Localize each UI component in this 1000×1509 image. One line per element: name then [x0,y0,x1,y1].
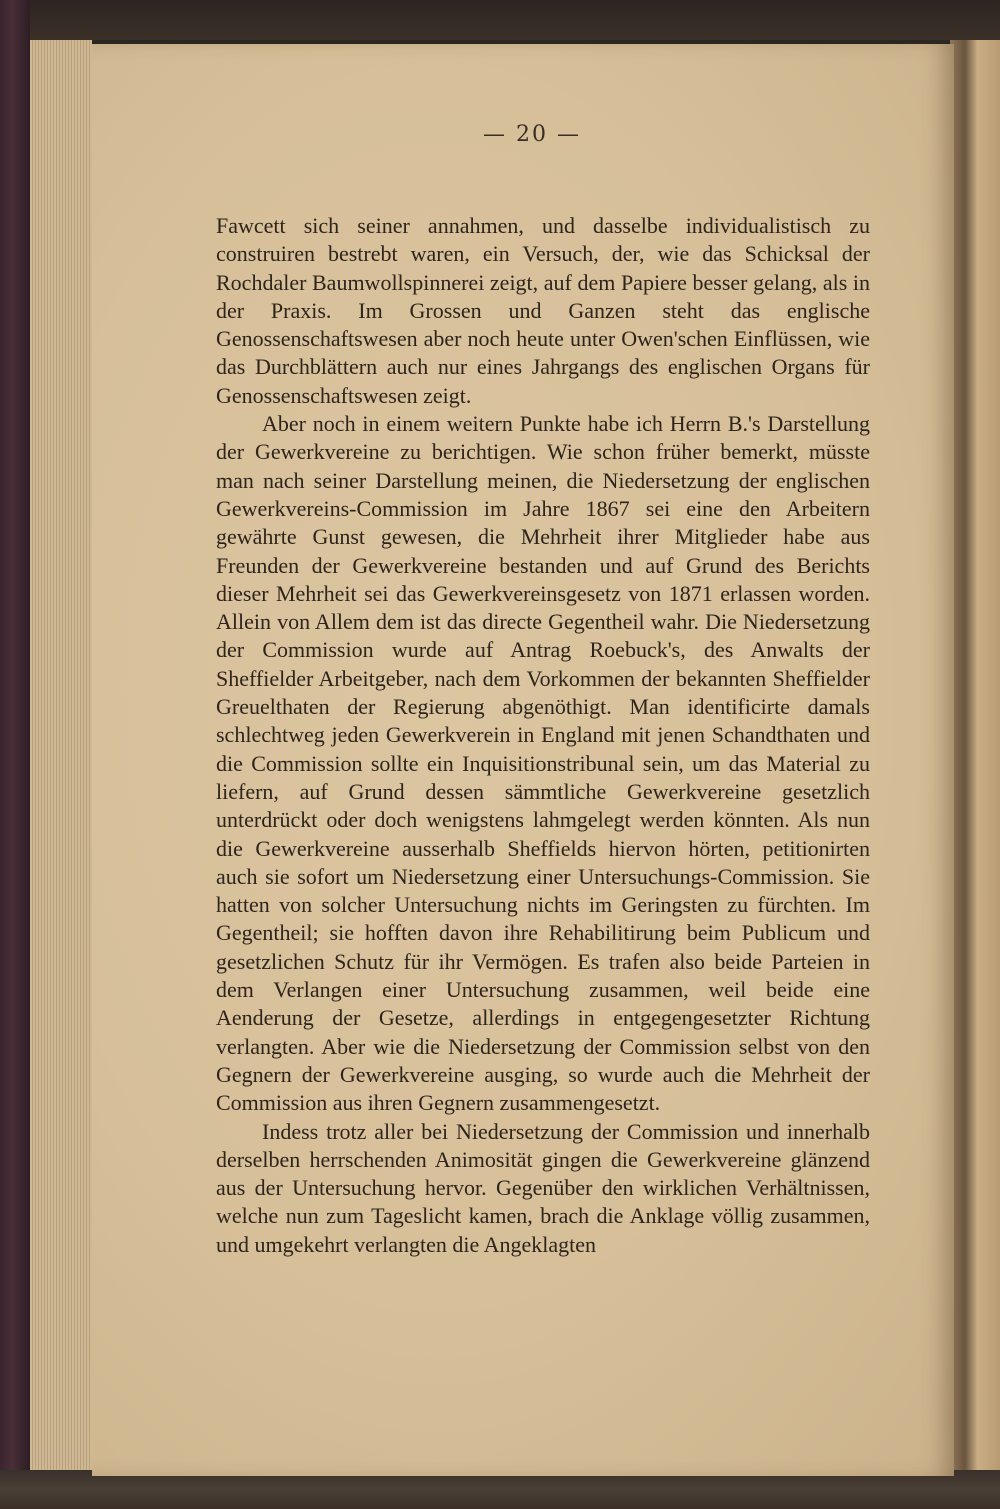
book-gutter [950,40,1000,1480]
book-cover-left [0,0,30,1509]
book-page [92,44,954,1476]
book-cover-top [0,0,1000,40]
paragraph-3: Indess trotz aller bei Niedersetzung der Commission und innerhalb derselben herrschenden Animosität gingen die Gewerkvereine glänzend aus der Untersuchung hervor. Gegenüber den wirklichen Verhältnissen, welche nun zum Tageslicht kamen, brach die Anklage völlig zusammen, und umgekehrt verlangten die Angeklagten [216,1118,870,1257]
paragraph-1: Fawcett sich seiner annahmen, und dasselbe individualistisch zu construiren bestrebt waren, ein Versuch, der, wie das Schicksal der Rochdaler Baumwollspinnerei zeigt, auf dem Papiere besser gelang, als in der Praxis. Im Grossen und Ganzen steht das englische Genossenschaftswesen aber noch heute unter Owen'schen Einflüssen, wie das Durchblättern auch nur eines Jahrgangs des englischen Organs für Genossenschaftswesen zeigt. [216,213,870,408]
paragraph-2: Aber noch in einem weitern Punkte habe ich Herrn B.'s Darstellung der Gewerkvereine zu berichtigen. Wie schon früher bemerkt, müsste man nach seiner Darstellung meinen, die Niedersetzung der englischen Gewerkvereins-Commission im Jahre 1867 sei eine den Arbeitern gewährte Gunst gewesen, die Mehrheit ihrer Mitglieder habe aus Freunden der Gewerkvereine bestanden und auf Grund des Berichts dieser Mehrheit sei das Gewerkvereinsgesetz von 1871 erlassen worden. Allein von Allem dem ist das directe Gegentheil wahr. Die Niedersetzung der Commission wurde auf Antrag Roebuck's, des Anwalts der Sheffielder Arbeitgeber, nach dem Vorkommen der bekannten Sheffielder Greuelthaten der Regierung abgenöthigt. Man identificirte damals schlechtweg jeden Gewerkverein in England mit jenen Schandthaten und die Commission sollte ein Inquisitionstribunal sein, um das Material zu liefern, auf Grund dessen sämmtliche Gewerkvereine gesetzlich unterdrückt oder doch wenigstens lahmgelegt werden könnten. Als nun die Gewerkvereine ausserhalb Sheffields hiervon hörten, petitionirten auch sie sofort um Niedersetzung einer Untersuchungs-Commission. Sie hatten von solcher Untersuchung nichts im Geringsten zu fürchten. Im Gegentheil; sie hofften davon ihre Rehabilitirung beim Publicum und gesetzlichen Schutz für ihr Vermögen. Es trafen also beide Parteien in dem Verlangen einer Untersuchung zusammen, weil beide eine Aenderung der Gesetze, allerdings in entgegengesetzter Richtung verlangten. Aber wie die Niedersetzung der Commission selbst von den Gegnern der Gewerkvereine ausging, so wurde auch die Mehrheit der Commission aus ihren Gegnern zusammengesetzt. [216,411,870,1116]
body-text [216,212,870,1259]
page-edges [30,40,92,1480]
page-number: — 20 — [483,122,581,147]
